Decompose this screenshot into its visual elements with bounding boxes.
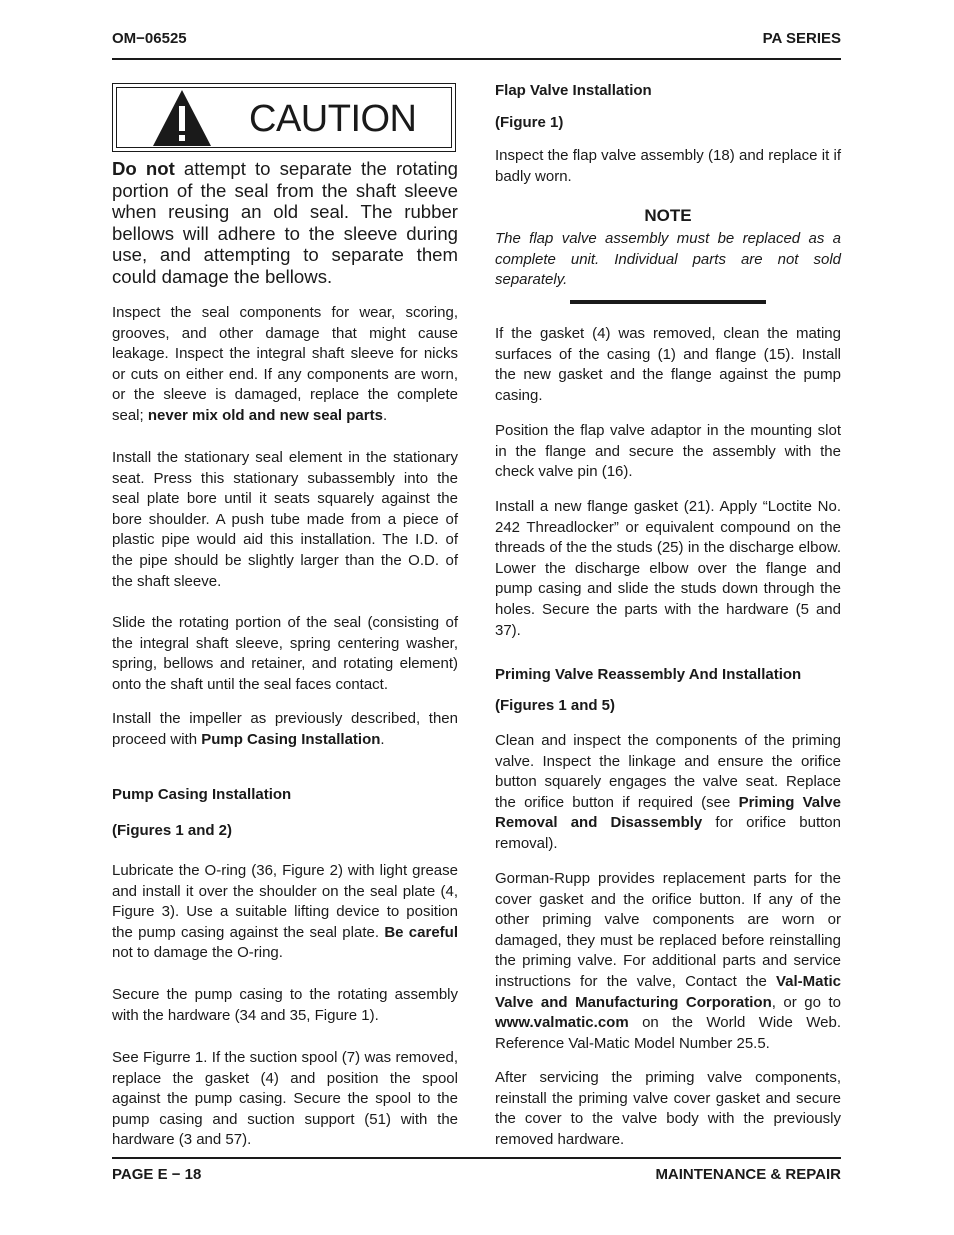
emphasis: Be careful (384, 923, 458, 941)
section-label: MAINTENANCE & REPAIR (655, 1166, 841, 1183)
paragraph-clean-inspect (495, 731, 841, 855)
series-label: PA SERIES (762, 30, 841, 47)
emphasis: never mix old and new seal parts (147, 406, 383, 424)
header-rule (112, 58, 841, 60)
document-number: OM−06525 (112, 30, 187, 47)
paragraph-inspect-flap: Inspect the flap valve assembly (18) and replace it if badly worn. (495, 147, 841, 185)
text: Clean and inspect the components of the priming valve. Inspect the linkage and ensure the orifice button squarely engages the valve seat. Replace the orifice button if required (see (495, 732, 841, 811)
note-title: NOTE (644, 206, 692, 225)
caution-title: CAUTION (249, 98, 417, 140)
emphasis: Pump Casing Installation (201, 730, 381, 748)
footer-rule (112, 1157, 841, 1159)
caution-body: attempt to separate the rotating portion of the seal from the shaft sleeve when reusing an old seal. The rubber bellows will adhere to the sleeve during use, and attempting to separate them could damage the bellows. (112, 158, 459, 287)
paragraph-secure-casing: Secure the pump casing to the rotating assembly with the hardware (34 and 35, Figure 1). (112, 986, 458, 1024)
heading-flap-valve-figure: (Figure 1) (495, 114, 564, 131)
heading-flap-valve: Flap Valve Installation (495, 82, 652, 99)
text: . (380, 730, 385, 748)
page-footer (112, 1166, 841, 1183)
paragraph-slide-rotating: Slide the rotating portion of the seal (consisting of the integral shaft sleeve, spring centering washer, spring, bellows and retainer, and rotating element) onto the shaft until the seal faces contact. (112, 614, 458, 693)
exclamation-triangle-icon (151, 88, 213, 148)
paragraph-suction-spool: See Figurre 1. If the suction spool (7) was removed, replace the gasket (4) and position the spool against the pump casing. Secure the spool to the pump casing and suction support (51) with the hardware (3 and 57). (112, 1049, 458, 1149)
note-text: The flap valve assembly must be replaced as a complete unit. Individual parts are not sold separately. (495, 230, 841, 289)
caution-text (112, 158, 458, 288)
page-number: PAGE E − 18 (112, 1166, 202, 1183)
website-link[interactable]: www.valmatic.com (495, 1014, 629, 1032)
paragraph-lubricate-oring (112, 861, 458, 964)
caution-box (112, 83, 456, 152)
paragraph-flange-gasket: Install a new flange gasket (21). Apply “Loctite No. 242 Threadlocker” or equivalent compound on the threads of the the studs (25) in the discharge elbow. Lower the discharge elbow over the flange and pump casing and slide the studs down through the holes. Secure the parts with the hardware (5 and 37). (495, 498, 841, 639)
text: Install the impeller as previously described, then proceed with (112, 710, 458, 748)
paragraph-replacement-parts (495, 869, 841, 1054)
heading-pump-casing: Pump Casing Installation (112, 786, 292, 803)
note-divider (570, 300, 766, 304)
paragraph-after-servicing: After servicing the priming valve components, reinstall the priming valve cover gasket and secure the cover to the valve body with the previously removed hardware. (495, 1069, 841, 1148)
emphasis: Priming Valve Removal and Disassembly (495, 793, 841, 832)
page-header (112, 30, 841, 47)
heading-priming-valve-figures: (Figures 1 and 5) (495, 697, 616, 714)
heading-pump-casing-figures: (Figures 1 and 2) (112, 822, 233, 839)
paragraph-position-adaptor: Position the flap valve adaptor in the mounting slot in the flange and secure the assembly with the check valve pin (16). (495, 422, 841, 481)
text: Inspect the seal components for wear, scoring, grooves, and other damage that might cause leakage. Inspect the integral shaft sleeve for nicks or cuts on either end. If any components are worn, or the sleeve is damaged, replace the complete seal; (112, 304, 458, 424)
caution-lead: Do not (112, 158, 175, 179)
text: Lubricate the O-ring (36, Figure 2) with light grease and install it over the shoulder on the seal plate (4, Figure 3). Use a suitable lifting device to position the pump casing against the seal plate. (112, 862, 458, 941)
emphasis: Val-Matic Valve and Manufacturing Corporation (495, 972, 841, 1011)
paragraph-install-impeller (112, 709, 458, 750)
paragraph-inspect-seal (112, 303, 458, 427)
text: Gorman-Rupp provides replacement parts for the cover gasket and the orifice button. If any of the other priming valve components are worn or damaged, they must be replaced before reinstalling the priming valve. For additional parts and service instructions for the valve, Contact the (495, 870, 841, 990)
text: , or go to (771, 993, 841, 1011)
text: on the World Wide Web. Reference Val-Matic Model Number 25.5. (495, 1014, 841, 1052)
paragraph-gasket-removed: If the gasket (4) was removed, clean the mating surfaces of the casing (1) and flange (15). Install the new gasket and the flange against the pump casing. (495, 325, 841, 404)
text: . (382, 406, 388, 424)
text: for orifice button removal). (495, 814, 841, 852)
heading-priming-valve: Priming Valve Reassembly And Installation (495, 666, 802, 683)
paragraph-install-stationary: Install the stationary seal element in the stationary seat. Press this stationary subassembly into the seal plate bore until it seats squarely against the bore shoulder. A push tube made from a piece of plastic pipe would aid this installation. The I.D. of the pipe should be slightly larger than the O.D. of the shaft sleeve. (112, 449, 458, 590)
text: not to damage the O-ring. (112, 944, 283, 962)
